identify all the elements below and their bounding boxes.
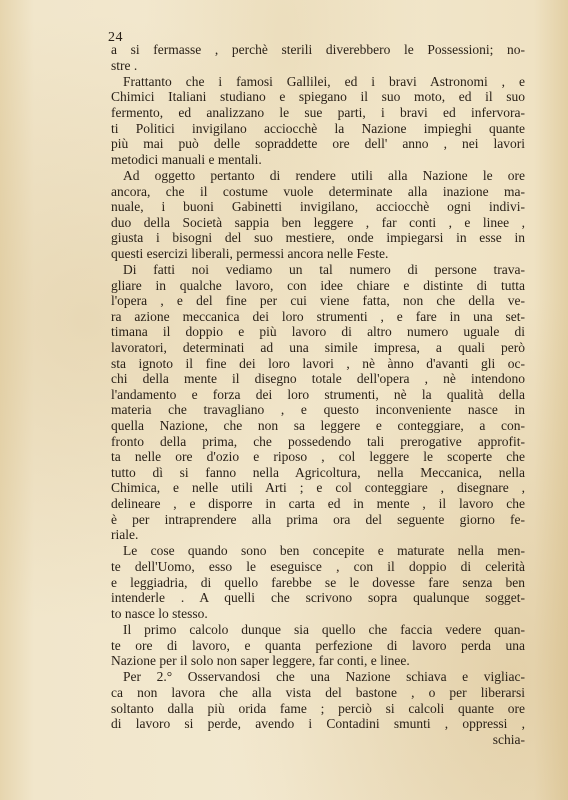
text-line: schia- (492, 731, 525, 747)
text-line: Di fatti noi vediamo un tal numero di persone trava- (123, 262, 525, 278)
text-line: stre . (111, 57, 138, 73)
text-line: tutto dì si fanno nella Agricoltura, nella Meccanica, nella (111, 464, 525, 480)
text-line: Per 2.° Osservandosi che una Nazione schiava e vigliac- (123, 669, 525, 685)
text-line: materia che travagliano , e questo inconveniente nasce in (111, 402, 525, 418)
text-line: di lavoro si perde, avendo i Contadini smunti , oppressi , (111, 716, 525, 732)
text-line: giusta i bisogni del suo mestiere, onde impiegarsi in esse in (111, 230, 525, 246)
paragraph (111, 543, 525, 621)
text-line: quella Nazione, che non sa leggere e conteggiare, a con- (111, 418, 525, 434)
text-line: gliare in qualche lavoro, con idee chiare e distinte di tutta (111, 277, 525, 293)
text-line: e leggiadria, di quello farebbe se le dovesse fare senza ben (111, 574, 525, 590)
body-text (111, 42, 525, 747)
text-line: delineare , e disporre in carta ed in mente , il lavoro che (111, 496, 525, 511)
text-line: ca non lavora che alla vista del bastone , o per liberarsi (111, 684, 525, 700)
paragraph (111, 168, 525, 262)
text-line: l'opera , e del fine per cui viene fatta, non che della ve- (111, 293, 525, 309)
text-line: questi esercizi liberali, permessi ancora nelle Feste. (111, 245, 389, 261)
text-line: a si fermasse , perchè sterili diverebbero le Possessioni; no- (111, 42, 525, 57)
text-line: soltanto dalla più orida fame ; perciò si calcoli quante ore (111, 700, 525, 716)
text-line: Chimica, e nelle utili Arti ; e col conteggiare , disegnare , (111, 480, 525, 496)
paragraph (111, 622, 525, 669)
text-line: l'andamento e forza dei loro strumenti, nè la qualità della (111, 386, 525, 402)
text-line: sta ignoto il fine dei loro lavori , nè ànno d'avanti gli oc- (111, 355, 525, 371)
text-line: fronto della prima, che possedendo tali prerogative approfit- (111, 433, 525, 449)
text-line: ra azione meccanica dei loro strumenti , e fare in una set- (111, 308, 525, 324)
text-line: duo della Società sappia ben leggere , far conti , e linee , (111, 214, 525, 230)
text-line: più mai può delle sopraddette ore dell' anno , nei lavori (111, 136, 525, 152)
text-line: nuale, i buoni Gabinetti invigilano, acciocchè ogni indivi- (111, 199, 525, 215)
text-line: Le cose quando sono ben concepite e maturate nella men- (123, 543, 525, 559)
paragraph (111, 74, 525, 168)
text-line: ancora, che il costume vuole determinate alla inazione ma- (111, 183, 525, 199)
paragraph (111, 42, 525, 73)
text-line: chi della mente il disegno totale dell'opera , nè intendono (111, 371, 525, 387)
text-line: ti Politici invigilano acciocchè la Nazione impieghi quante (111, 120, 525, 136)
text-line: Frattanto che i famosi Gallilei, ed i bravi Astronomi , e (123, 73, 525, 89)
text-line: Chimici Italiani studiano e spiegano il suo moto, ed il suo (111, 89, 525, 105)
paragraph (111, 669, 525, 747)
text-line: riale. (111, 527, 139, 543)
text-line: timana il doppio e più lavoro di altro numero uguale di (111, 324, 525, 340)
text-line: intenderle . A quelli che scrivono sopra qualunque sogget- (111, 590, 525, 606)
page-number: 24 (108, 30, 123, 45)
text-line: Ad oggetto pertanto di rendere utili alla Nazione le ore (123, 167, 525, 183)
text-line: te ore di lavoro, e quanta perfezione di lavoro perda una (111, 637, 525, 653)
text-line: to nasce lo stesso. (111, 605, 208, 621)
text-line: fermento, ed analizzano le sue parti, i bravi ed infervora- (111, 104, 525, 120)
text-line: ta nelle ore d'ozio e riposo , col leggere le scoperte che (111, 449, 525, 465)
text-line: Il primo calcolo dunque sia quello che faccia vedere quan- (123, 621, 525, 637)
text-line: lavoratori, determinati ad una simile impresa, a quali però (111, 340, 525, 356)
paragraph (111, 262, 525, 543)
text-line: te dell'Uomo, esso le eseguisce , con il doppio di celerità (111, 558, 525, 574)
text-line: metodici manuali e mentali. (111, 151, 262, 167)
text-line: Nazione per il solo non saper leggere, far conti, e linee. (111, 653, 410, 669)
text-line: è per intraprendere alla prima ora del seguente giorno fe- (111, 511, 525, 527)
